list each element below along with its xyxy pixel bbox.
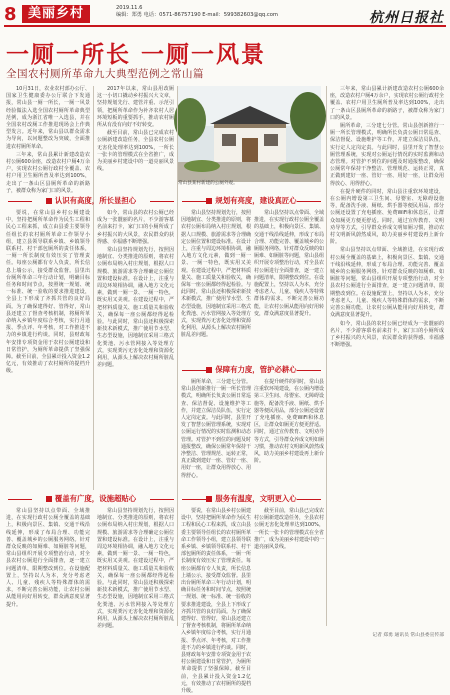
section-heading-2 — [180, 195, 323, 207]
body-paragraph: 常山县坚持以点带面、全域推进，在实现行政村公厕全覆盖的基础上，积极向景区、集镇、交通干线沿线延伸，形成了布局合理、功能完善、覆盖城乡的公厕服务网络。针对群众反映的如厕难、如厕脏等问题，常山县组织开展专项整治行动，对全县农村公厕进行全面排查，逐一建立问题清单，限期整改到位。在设施配置上，坚持以人为本，充分考虑老人、儿童、残疾人等特殊群体的需求，不断完善公厕功能，让农村公厕从能用向好用转变，群众满意度显著提升。 — [254, 210, 325, 317]
photo-caption: 常山县某村新建的公厕外观。 — [178, 181, 238, 186]
intro-paragraph-c: 2017年以来，常山县用改厕这一小切口撬动乡村振兴大文章，坚持规划先行、建管并重、示范引领，把厕所革命作为补齐农村人居环境短板的重要抓手，推动农村厕所从有没有向好不好转变。 — [97, 86, 174, 129]
intro-paragraph-b: 三年来，常山县累计新建改造农村公厕600余座，改造农村户厕4万余户，实现农村公厕行政村全覆盖、农村户用卫生厕所普及率达到100%，走出了一条山区县厕所革命的新路子，被群众称为家门口的风景。 — [6, 151, 90, 194]
body-paragraph: 三年来，常山县累计新建改造农村公厕600余座，改造农村户厕4万余户，实现农村公厕行政村全覆盖、农村户用卫生厕所普及率达到100%，走出了一条山区县厕所革命的新路子，被群众称为家门口的风景。 — [330, 86, 444, 121]
body-paragraph: 常山县坚持规划先行，按照因地制宜、分类推进的原则，将农村公厕布局纳入村庄规划，根据人口规模、旅游需求等合理确定公厕位置和建设标准。在设计上，注重与周边环境相协调，融入地方文化元素，做到一厕一景、一厕一特色，既实用又美观。在建设过程中，严把材料质量关、施工质量关和验收关，确保每一座公厕都经得起检验。与此同时，常山县还积极探索新技术新模式，推广使用节水型、生态型设施，因地制宜采用三格式化粪池、污水管网接入等处理方式，实现粪污无害化处理和资源化利用，从源头上解决农村厕所脏乱差问题。 — [97, 247, 174, 369]
section-title: 美丽乡村 — [22, 5, 90, 23]
section-heading-text: 覆盖有广度，设施超贴心 — [54, 494, 137, 503]
newspaper-name: 杭州日报社 — [369, 10, 444, 26]
body-paragraph: 如今，常山县的农村公厕已经成为一张靓丽的名片，不少游客慕名前来打卡，家门口的小厕所成了乡村振兴的大风景，农民群众的获得感、幸福感不断增强。 — [97, 210, 174, 245]
body-column-6 — [254, 379, 324, 491]
section-heading-4 — [180, 493, 323, 505]
section-heading-5 — [6, 493, 176, 505]
body-column-4 — [254, 210, 324, 362]
issue-info — [116, 5, 278, 19]
body-column-7 — [6, 508, 90, 628]
bullet-icon — [46, 198, 52, 204]
bullet-icon — [206, 198, 212, 204]
body-column-2 — [97, 210, 174, 490]
section-heading-text: 保障有力度，管护必耕心 — [215, 365, 297, 374]
body-paragraph: 在提升硬件的同时，常山县注重软环境建设，在公厕内增设第三卫生间、母婴室、无障碍设施等，配备洗手液、厕纸、烘手器等便民用品，部分公厕还设置了充电插座、免费WiFi和休息区，让群众如厕更方便更舒适。同时，通过宣传教育、文明劝导等方式，引导群众养成文明如厕习惯，推动农村文明新风蔚然成风，助力美丽乡村建设再上新台阶。 — [254, 379, 325, 465]
intro-paragraph-d: 截至目前，常山县已完成农村公厕新建改造任务，全县农村公厕无害化处理率达到100%，一所长一张卡的管理模式在全省推广，成为美丽乡村建设中的一道亮丽风景线。 — [97, 130, 174, 173]
column-divider — [177, 86, 178, 626]
body-column-8 — [97, 508, 174, 628]
headline: 一厕一所长 一厕一风景 — [6, 41, 267, 68]
body-paragraph: 截至目前，常山县已完成农村公厕新建改造任务，全县农村公厕无害化处理率达到100%，一所长一张卡的管理模式在全省推广，成为美丽乡村建设中的一道亮丽风景线。 — [254, 508, 325, 551]
subheadline: 全国农村厕所革命九大典型范例之常山篇 — [6, 68, 204, 80]
byline: 记者 郑勇 通讯员 常山县委宣传部 — [372, 633, 444, 638]
body-column-1 — [6, 210, 90, 490]
body-paragraph: 要说，在常山县乡村公厕建设中，坚持把厕所革命作为民生工程和民心工程来抓，成立由县委主要领导任组长的农村厕所革命工作领导小组，建立县领导联系乡镇、乡镇领导联系村、村干部包厕所的责任体系，一厕一所长制度有效压实了管理责任。每座公厕都有专人负责，所长信息上墙公示，接受群众监督。县里出台厕所革命三年行动计划，明确目标任务和时间节点，按照统一规划、统一标准、统一验收的要求推进建设，全县上下形成了齐抓共管的良好局面。为了确保建得好、管得好，常山县还建立了督查考核机制，将厕所革命纳入乡镇年度综合考核，实行月通报、季点评、年考核，对工作推进不力的乡镇进行约谈。同时，县财政每年安排专项资金用于农村公厕建设和日常管护，为厕所革命提供了坚强保障。截至目前，全县累计投入资金1.2亿元，有效推动了农村厕所的提档升级。 — [6, 210, 90, 375]
toilet-photo — [178, 86, 321, 182]
bullet-icon — [206, 367, 212, 373]
column-divider — [326, 86, 327, 626]
section-heading-1 — [6, 195, 176, 207]
body-column-right — [330, 86, 444, 626]
bullet-icon — [206, 496, 212, 502]
body-paragraph: 如今，常山县的农村公厕已经成为一张靓丽的名片，不少游客慕名前来打卡，家门口的小厕所成了乡村振兴的大风景，农民群众的获得感、幸福感不断增强。 — [330, 320, 444, 349]
column-divider — [93, 210, 94, 490]
body-paragraph: 要说，在常山县乡村公厕建设中，坚持把厕所革命作为民生工程和民心工程来抓，成立由县委主要领导任组长的农村厕所革命工作领导小组，建立县领导联系乡镇、乡镇领导联系村、村干部包厕所的责任体系，一厕一所长制度有效压实了管理责任。每座公厕都有专人负责，所长信息上墙公示，接受群众监督。县里出台厕所革命三年行动计划，明确目标任务和时间节点，按照统一规划、统一标准、统一验收的要求推进建设，全县上下形成了齐抓共管的良好局面。为了确保建得好、管得好，常山县还建立了督查考核机制，将厕所革命纳入乡镇年度综合考核，实行月通报、季点评、年考核，对工作推进不力的乡镇进行约谈。同时，县财政每年安排专项资金用于农村公厕建设和日常管护，为厕所革命提供了坚强保障。截至目前，全县累计投入资金1.2亿元，有效推动了农村厕所的提档升级。 — [181, 508, 252, 695]
body-paragraph: 厕所革命，三分建七分管。常山县创新推行一厕一所长管理模式，明确所长负责公厕日常巡查、保洁督促、设施维护等工作，并建立保洁员队伍，实行定人定岗定责。与此同时，县里开发了智慧公厕管理系统，实现对公厕运行情况的实时监测和动态管理。对管护不到位的问题及时通报整改，确保公厕常年保持干净整洁、管理规范、运转正常，真正做到建好一座、管好一座、用好一座，让群众用得放心、用得舒心。 — [181, 379, 252, 479]
issue-date: 2019.11.6 — [116, 5, 143, 11]
body-paragraph: 常山县坚持规划先行，按照因地制宜、分类推进的原则，将农村公厕布局纳入村庄规划，根据人口规模、旅游需求等合理确定公厕位置和建设标准。在设计上，注重与周边环境相协调，融入地方文化元素，做到一厕一景、一厕一特色，既实用又美观。在建设过程中，严把材料质量关、施工质量关和验收关，确保每一座公厕都经得起检验。与此同时，常山县还积极探索新技术新模式，推广使用节水型、生态型设施，因地制宜采用三格式化粪池、污水管网接入等处理方式，实现粪污无害化处理和资源化利用，从源头上解决农村厕所脏乱差问题。 — [97, 508, 174, 630]
intro-paragraph-a: 10月31日，农业农村部办公厅、国家卫生健康委办公厅联合下发通报，常山县一厕一所长，一厕一风景经验做法入选全国农村厕所革命典型范例，成为浙江省唯一入选县，并在全国农村改厕工作推进现场会上作典型发言。近年来，常山县以群众需求为导向，以问题整改为突破，全面推进农村厕所革命。 — [6, 86, 90, 150]
bullet-icon — [46, 496, 52, 502]
body-column-9 — [181, 508, 252, 695]
section-heading-text: 规划有亮度，建设真匠心 — [215, 196, 297, 205]
body-paragraph: 常山县坚持以点带面、全域推进，在实现行政村公厕全覆盖的基础上，积极向景区、集镇、交通干线沿线延伸，形成了布局合理、功能完善、覆盖城乡的公厕服务网络。针对群众反映的如厕难、如厕脏等问题，常山县组织开展专项整治行动，对全县农村公厕进行全面排查，逐一建立问题清单，限期整改到位。在设施配置上，坚持以人为本，充分考虑老人、儿童、残疾人等特殊群体的需求，不断完善公厕功能，让农村公厕从能用向好用转变，群众满意度显著提升。 — [6, 508, 90, 608]
masthead — [4, 3, 446, 27]
section-heading-text: 服务有温度，文明更入心 — [215, 494, 297, 503]
editor-contact: 编辑：郑勇 电话：0571-86757190 E-mail：599382603@qq.com — [116, 12, 278, 18]
body-column-5 — [181, 379, 251, 491]
body-paragraph: 常山县坚持以点带面、全域推进，在实现行政村公厕全覆盖的基础上，积极向景区、集镇、交通干线沿线延伸，形成了布局合理、功能完善、覆盖城乡的公厕服务网络。针对群众反映的如厕难、如厕脏等问题，常山县组织开展专项整治行动，对全县农村公厕进行全面排查，逐一建立问题清单，限期整改到位。在设施配置上，坚持以人为本，充分考虑老人、儿童、残疾人等特殊群体的需求，不断完善公厕功能，让农村公厕从能用向好用转变，群众满意度显著提升。 — [330, 247, 444, 319]
section-heading-text: 认识有高度，所长显担心 — [54, 196, 137, 205]
body-paragraph: 厕所革命，三分建七分管。常山县创新推行一厕一所长管理模式，明确所长负责公厕日常巡查、保洁督促、设施维护等工作，并建立保洁员队伍，实行定人定岗定责。与此同时，县里开发了智慧公厕管理系统，实现对公厕运行情况的实时监测和动态管理。对管护不到位的问题及时通报整改，确保公厕常年保持干净整洁、管理规范、运转正常，真正做到建好一座、管好一座、用好一座，让群众用得放心、用得舒心。 — [330, 123, 444, 187]
page-number: 8 — [4, 4, 17, 25]
body-column-3 — [181, 210, 251, 362]
body-column-10 — [254, 508, 324, 628]
section-heading-3 — [180, 364, 323, 376]
body-paragraph: 常山县坚持规划先行，按照因地制宜、分类推进的原则，将农村公厕布局纳入村庄规划，根据人口规模、旅游需求等合理确定公厕位置和建设标准。在设计上，注重与周边环境相协调，融入地方文化元素，做到一厕一景、一厕一特色，既实用又美观。在建设过程中，严把材料质量关、施工质量关和验收关，确保每一座公厕都经得起检验。与此同时，常山县还积极探索新技术新模式，推广使用节水型、生态型设施，因地制宜采用三格式化粪池、污水管网接入等处理方式，实现粪污无害化处理和资源化利用，从源头上解决农村厕所脏乱差问题。 — [181, 210, 252, 339]
body-paragraph: 在提升硬件的同时，常山县注重软环境建设，在公厕内增设第三卫生间、母婴室、无障碍设施等，配备洗手液、厕纸、烘手器等便民用品，部分公厕还设置了充电插座、免费WiFi和休息区，让群众如厕更方便更舒适。同时，通过宣传教育、文明劝导等方式，引导群众养成文明如厕习惯，推动农村文明新风蔚然成风，助力美丽乡村建设再上新台阶。 — [330, 188, 444, 246]
